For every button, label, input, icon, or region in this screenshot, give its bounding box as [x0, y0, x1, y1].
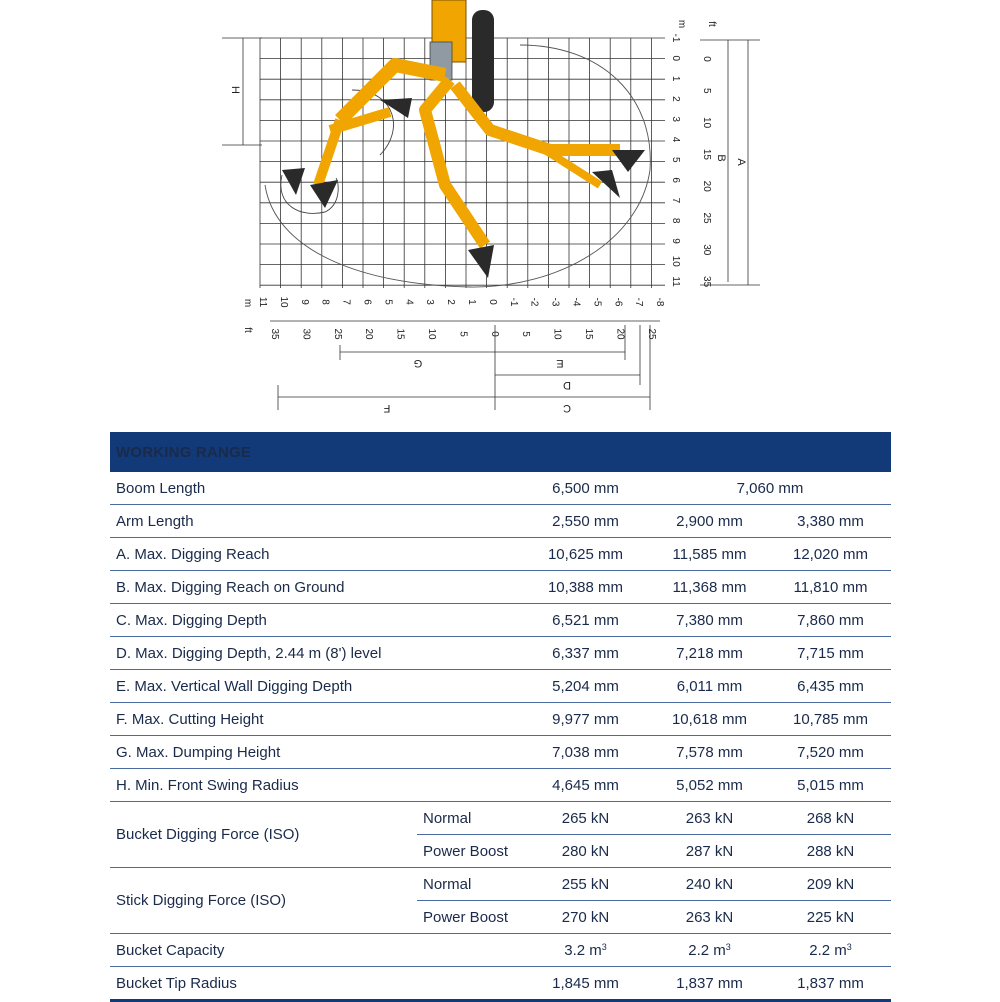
cell-value	[770, 934, 891, 967]
row-label: B. Max. Digging Reach on Ground	[110, 571, 522, 604]
row-label: Bucket Capacity	[110, 934, 522, 967]
tick-label: 15	[701, 148, 712, 160]
cell-value: 7,380 mm	[649, 604, 770, 637]
table-title: WORKING RANGE	[116, 443, 252, 461]
row-sublabel: Power Boost	[417, 835, 522, 868]
tick-label: 35	[701, 276, 712, 288]
cell-value: 12,020 mm	[770, 538, 891, 571]
dim-label-f: F	[383, 402, 391, 414]
row-label: F. Max. Cutting Height	[110, 703, 522, 736]
tick-label: 2	[670, 96, 681, 102]
cell-value: 11,368 mm	[649, 571, 770, 604]
capacity-value: 2.2 m	[809, 941, 847, 959]
cell-value: 6,500 mm	[522, 472, 649, 505]
tick-label: 10	[426, 328, 437, 340]
cell-value: 1,837 mm	[770, 967, 891, 1001]
cell-value: 268 kN	[770, 802, 891, 835]
tick-label: 8	[319, 299, 331, 305]
tick-label: 30	[701, 244, 712, 256]
dim-label-h: H	[229, 86, 241, 94]
tick-label: 11	[257, 296, 268, 308]
table-row	[110, 967, 891, 1001]
cell-value: 7,860 mm	[770, 604, 891, 637]
bottom-ft-scale	[269, 328, 657, 340]
cell-value: 10,785 mm	[770, 703, 891, 736]
tick-label: 0	[701, 56, 712, 62]
tick-label: 1	[670, 75, 681, 82]
cell-value: 10,625 mm	[522, 538, 649, 571]
cell-value: 288 kN	[770, 835, 891, 868]
table-row	[110, 703, 891, 736]
row-label: E. Max. Vertical Wall Digging Depth	[110, 670, 522, 703]
cell-value: 1,837 mm	[649, 967, 770, 1001]
capacity-value: 3.2 m	[564, 941, 602, 959]
right-ft-unit: ft	[706, 21, 717, 27]
row-label: A. Max. Digging Reach	[110, 538, 522, 571]
cell-value: 2,550 mm	[522, 505, 649, 538]
cell-value: 3,380 mm	[770, 505, 891, 538]
cell-value	[649, 934, 770, 967]
row-label: G. Max. Dumping Height	[110, 736, 522, 769]
cell-value: 7,578 mm	[649, 736, 770, 769]
cell-value: 6,435 mm	[770, 670, 891, 703]
tick-label: 20	[614, 328, 626, 340]
tick-label: 0	[670, 55, 681, 62]
dim-label-b: B	[715, 154, 727, 162]
table-row	[110, 736, 891, 769]
tick-label: 30	[300, 328, 312, 340]
tick-label: -2	[528, 297, 540, 307]
table-row	[110, 505, 891, 538]
row-label: H. Min. Front Swing Radius	[110, 769, 522, 802]
tick-label: 11	[670, 276, 681, 287]
cell-value: 287 kN	[649, 835, 770, 868]
tick-label: -6	[612, 297, 624, 307]
tick-label: -7	[633, 297, 645, 307]
tick-label: 15	[394, 328, 406, 340]
tick-label: 5	[701, 88, 712, 94]
tick-label: 20	[701, 180, 712, 192]
tick-label: 0	[486, 299, 498, 305]
dim-label-a: A	[735, 158, 747, 166]
tick-label: 4	[670, 136, 681, 143]
bottom-m-unit: m	[242, 298, 253, 308]
excavator-track	[472, 10, 494, 112]
cell-value: 11,585 mm	[649, 538, 770, 571]
tick-label: 10	[701, 117, 712, 129]
tick-label: 9	[298, 299, 310, 305]
tick-label: 5	[520, 331, 532, 337]
cell-value: 4,645 mm	[522, 769, 649, 802]
tick-label: 0	[488, 331, 500, 337]
tick-label: 25	[331, 328, 343, 340]
tick-label: 25	[645, 328, 657, 340]
tick-label: 35	[269, 328, 280, 340]
capacity-value: 2.2 m	[688, 941, 726, 959]
table-row	[110, 637, 891, 670]
row-label: D. Max. Digging Depth, 2.44 m (8') level	[110, 637, 522, 670]
cell-value: 270 kN	[522, 901, 649, 934]
tick-label: -3	[549, 297, 561, 307]
tick-label: 25	[701, 212, 712, 224]
cell-value: 7,038 mm	[522, 736, 649, 769]
table-row	[110, 934, 891, 967]
cell-value: 5,204 mm	[522, 670, 649, 703]
tick-label: 20	[363, 328, 375, 340]
tick-label: 10	[551, 328, 563, 340]
tick-label: 10	[277, 296, 289, 308]
table-row	[110, 769, 891, 802]
cell-value: 263 kN	[649, 802, 770, 835]
right-ft-scale	[701, 56, 712, 287]
cell-value	[522, 934, 649, 967]
table-row	[110, 868, 891, 901]
cell-value: 263 kN	[649, 901, 770, 934]
cell-value: 5,052 mm	[649, 769, 770, 802]
cell-value: 2,900 mm	[649, 505, 770, 538]
cell-value: 9,977 mm	[522, 703, 649, 736]
bucket-icon	[612, 150, 645, 172]
cell-value: 255 kN	[522, 868, 649, 901]
tick-label: -4	[570, 297, 582, 307]
tick-label: 3	[424, 299, 436, 305]
row-sublabel: Power Boost	[417, 901, 522, 934]
row-label: Bucket Tip Radius	[110, 967, 522, 1001]
tick-label: 15	[583, 328, 594, 340]
dim-label-d: D	[563, 379, 571, 391]
cell-value: 280 kN	[522, 835, 649, 868]
cell-value: 7,715 mm	[770, 637, 891, 670]
row-label: Stick Digging Force (ISO)	[110, 868, 417, 934]
tick-label: 10	[670, 255, 681, 267]
row-label: Boom Length	[110, 472, 522, 505]
arm-reach-pose	[318, 120, 340, 185]
tick-label: -8	[654, 297, 666, 307]
cell-value: 225 kN	[770, 901, 891, 934]
cell-value: 6,521 mm	[522, 604, 649, 637]
table-row	[110, 571, 891, 604]
tick-label: 8	[670, 217, 681, 224]
cell-value: 7,060 mm	[649, 472, 891, 505]
unit-superscript: 3	[601, 941, 607, 952]
right-m-unit: m	[676, 19, 687, 29]
excavator	[282, 0, 645, 278]
cell-value: 6,011 mm	[649, 670, 770, 703]
cell-value: 6,337 mm	[522, 637, 649, 670]
tick-label: 1	[466, 299, 477, 305]
table-row	[110, 604, 891, 637]
tick-label: 6	[361, 299, 373, 305]
unit-superscript: 3	[846, 941, 852, 952]
table-header	[110, 432, 891, 472]
dim-label-g: G	[413, 357, 423, 369]
tick-label: 7	[670, 197, 681, 204]
cell-value: 10,618 mm	[649, 703, 770, 736]
tick-label: 6	[670, 177, 681, 183]
tick-label: 5	[670, 157, 681, 163]
tick-label: 9	[670, 238, 681, 244]
tick-label: 4	[403, 299, 415, 305]
working-range-table	[110, 432, 891, 1002]
table-row	[110, 670, 891, 703]
bottom-ft-unit: ft	[242, 327, 253, 333]
right-m-scale	[670, 34, 681, 288]
bottom-m-scale	[257, 296, 665, 308]
cell-value: 209 kN	[770, 868, 891, 901]
table-row	[110, 472, 891, 505]
cell-value: 10,388 mm	[522, 571, 649, 604]
cell-value: 11,810 mm	[770, 571, 891, 604]
tick-label: 2	[445, 299, 457, 305]
tick-label: 3	[670, 116, 681, 122]
working-range-diagram	[0, 0, 1000, 425]
cell-value: 7,520 mm	[770, 736, 891, 769]
bucket-icon	[468, 245, 494, 278]
tick-label: 7	[340, 299, 352, 305]
cell-value: 1,845 mm	[522, 967, 649, 1001]
dim-label-e: E	[556, 357, 564, 369]
cell-value: 7,218 mm	[649, 637, 770, 670]
tick-label: 5	[457, 331, 469, 337]
row-label: C. Max. Digging Depth	[110, 604, 522, 637]
tick-label: -5	[591, 297, 603, 307]
row-sublabel: Normal	[417, 868, 522, 901]
table-row	[110, 802, 891, 835]
cell-value: 240 kN	[649, 868, 770, 901]
cell-value: 5,015 mm	[770, 769, 891, 802]
table-row	[110, 538, 891, 571]
tick-label: -1	[507, 297, 519, 307]
tick-label: -1	[670, 33, 681, 43]
cell-value: 265 kN	[522, 802, 649, 835]
dim-label-c: C	[563, 402, 571, 414]
tick-label: 5	[382, 299, 394, 305]
row-label: Bucket Digging Force (ISO)	[110, 802, 417, 868]
unit-superscript: 3	[725, 941, 731, 952]
row-sublabel: Normal	[417, 802, 522, 835]
row-label: Arm Length	[110, 505, 522, 538]
